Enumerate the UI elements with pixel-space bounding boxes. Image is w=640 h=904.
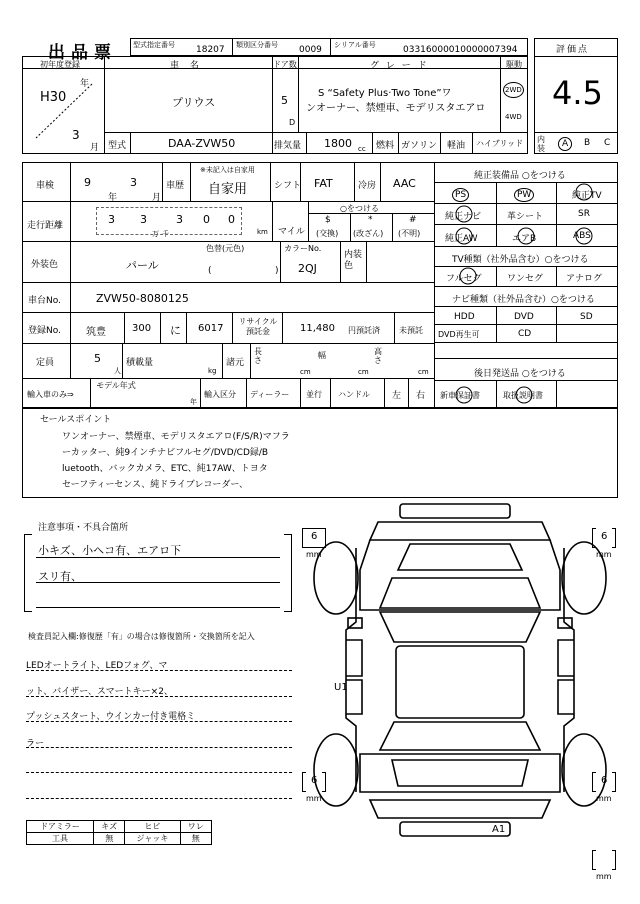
tread-fl: 6 [311, 531, 318, 542]
ship-circles [434, 380, 558, 408]
ship-title: 後日発送品 ○をつける [474, 369, 566, 379]
equip-tv: 純正TV [572, 191, 602, 201]
inspection-label: 車検 [36, 181, 55, 191]
tamper-bottom: (改ざん) [353, 229, 384, 238]
car-name-value: プリウス [172, 96, 216, 109]
class-label: 類別区分番号 [236, 41, 278, 49]
serial-label: シリアル番号 [334, 41, 376, 49]
tread-rl-unit: mm [306, 794, 322, 803]
capacity-value: 5 [94, 352, 101, 365]
ac-value: AAC [393, 177, 416, 190]
cd-label: CD [518, 329, 532, 339]
exch-top: $ [325, 215, 331, 225]
equip-navi: 純正ナビ [445, 212, 482, 222]
mileage-digit-4: 0 [203, 213, 210, 226]
car-diagram [300, 500, 620, 850]
equip-pw: PW [514, 188, 534, 202]
inspector-line-2: ット、バイザー、スマートキー×2、 [26, 687, 173, 697]
shift-label: シフト [274, 181, 302, 191]
unknown-bottom: (不明) [398, 229, 421, 238]
tread-rr-unit: mm [596, 794, 612, 803]
selling-line-2: ーカッター、純9インチナビフルセグ/DVD/CD録/B [62, 448, 269, 458]
shift-value: FAT [314, 177, 333, 190]
hgt-unit: cm [418, 368, 429, 376]
handle-label: ハンドル [338, 390, 370, 399]
navi-hdd: HDD [454, 312, 475, 322]
history-note: ※未記入は自家用 [200, 166, 255, 174]
model-year-unit: 年 [190, 398, 197, 406]
ft-h-scratch: キズ [94, 821, 125, 833]
ft-v-tool: 工具 [27, 833, 94, 845]
grade-line2: ンオーナー、禁煙車、モデリスタエアロ [306, 103, 486, 114]
tv-title: TV種類（社外品含む）○をつける [452, 255, 589, 265]
mileage-digit-1: 3 [108, 213, 115, 226]
model-spec-value: 18207 [196, 45, 225, 55]
fuel-light: 軽油 [447, 141, 466, 151]
mileage-label: 走行距離 [27, 221, 64, 231]
tv-full: フルセグ [446, 274, 482, 284]
recycle-not: 未預託 [399, 326, 423, 335]
navi-dvd: DVD [514, 312, 534, 322]
color-no-value: 2QJ [298, 262, 317, 275]
color-paren-open: ( [208, 266, 212, 276]
tread-fr: 6 [601, 531, 608, 542]
wid-label: 幅 [318, 351, 326, 360]
ship-manual: 取扱説明書 [503, 391, 543, 400]
month-unit: 月 [90, 143, 100, 153]
history-label: 車歴 [166, 181, 185, 191]
tread-fr-unit: mm [596, 550, 612, 559]
mileage-digit-5: 0 [228, 213, 235, 226]
sen-unit: 千 [162, 230, 169, 238]
fuel-gas: ガソリン [401, 141, 438, 151]
hgt-label: 高さ [374, 347, 382, 365]
inspector-title: 検査員記入欄:修復歴「有」の場合は修復箇所・交換箇所を記入 [28, 632, 255, 641]
wid-unit: cm [358, 368, 369, 376]
navi-title: ナビ種類（社外品含む）○をつける [452, 295, 595, 305]
capacity-label: 定員 [36, 358, 55, 368]
reg-num: 6017 [198, 323, 224, 334]
equip-title: 純正装備品 ○をつける [474, 171, 566, 181]
frame-label: 車台No. [28, 296, 61, 306]
class-value: 0009 [299, 45, 322, 55]
selling-line-3: luetooth、バックカメラ、ETC、純17AW、トヨタ [62, 464, 268, 474]
serial-value: 03316000010000007394 [403, 45, 518, 55]
model-spec-label: 型式指定番号 [133, 41, 175, 49]
grade-value: 4.5 [552, 74, 603, 112]
interior-b: B [584, 138, 591, 148]
reg-label: 登録No. [28, 326, 61, 336]
grade-col-label: グ レ ー ド [370, 61, 429, 71]
door-value: 5 [281, 94, 288, 107]
selling-points-title: セールスポイント [40, 415, 112, 425]
ft-h-mirror: ドアミラー [27, 821, 94, 833]
history-value: 自家用 [208, 182, 248, 197]
tv-analog: アナログ [566, 274, 603, 284]
footer-table [26, 820, 212, 845]
reg-class: 300 [132, 323, 152, 334]
door-sub: D [289, 118, 296, 127]
len-label: 長さ [254, 347, 262, 365]
equip-aw: 純正AW [445, 234, 478, 244]
load-label: 積載量 [126, 358, 154, 368]
equip-airbag: エアB [512, 234, 537, 244]
unknown-top: # [409, 215, 417, 225]
equip-leather: 革シート [507, 212, 544, 222]
tamper-top: * [368, 215, 373, 225]
drive-4wd: 4WD [505, 113, 522, 121]
color-no-label: カラーNo. [284, 244, 322, 253]
type-value: DAA-ZVW50 [168, 137, 236, 150]
ft-v-tool-val: 無 [94, 833, 125, 845]
equip-ps: PS [452, 188, 469, 202]
color-value: パール [126, 259, 159, 272]
color-paren-close: ) [275, 266, 279, 276]
orig-color-label: 色替(元色) [206, 244, 245, 253]
int-color-label: 内装色 [344, 250, 363, 271]
notes-title: 注意事項・不具合箇所 [38, 523, 129, 533]
load-unit: kg [208, 367, 217, 375]
disp-value: 1800 [324, 137, 352, 150]
door-label: ドア数 [273, 60, 297, 69]
inspection-m-unit: 月 [152, 193, 162, 203]
equip-circles [434, 182, 618, 246]
handle-left: 左 [392, 391, 402, 401]
reg-kana: に [170, 324, 181, 337]
color-label: 外装色 [31, 260, 59, 270]
interior-label: 内装 [537, 135, 545, 153]
recycle-label: リサイクル預託金 [238, 317, 278, 336]
recycle-unit: 円預託済 [348, 326, 380, 335]
tread-fl-unit: mm [306, 550, 322, 559]
parallel: 並行 [306, 390, 322, 399]
equip-sr: SR [578, 209, 590, 219]
capacity-unit: 人 [114, 367, 121, 375]
grade-label: 評価点 [556, 45, 590, 55]
page-title: 出品票 [48, 43, 117, 63]
interior-c: C [604, 138, 611, 148]
drive-2wd: 2WD [503, 82, 524, 98]
first-reg-divider [30, 76, 100, 146]
mile-label: マイル [278, 227, 305, 237]
mileage-digit-2: 3 [140, 213, 147, 226]
ft-v-jack-val: 無 [180, 833, 211, 845]
dvd-label: DVD再生可 [438, 330, 480, 339]
inspection-year: 9 [84, 176, 91, 189]
inspector-line-4: ラー [26, 739, 45, 749]
fuel-hybrid: ハイブリッド [476, 139, 524, 148]
drive-label: 駆動 [506, 60, 522, 69]
tread-spare-unit: mm [596, 872, 612, 881]
frame-value: ZVW50-8080125 [96, 292, 189, 305]
first-reg-label: 初年度登録 [40, 60, 80, 69]
inspection-y-unit: 年 [108, 193, 118, 203]
mileage-digit-3: 3 [176, 213, 183, 226]
selling-line-4: セーフティーセンス、純ドライブレコーダー、 [62, 480, 249, 490]
mark-a1: A1 [492, 824, 506, 835]
first-reg-year: H30 [40, 90, 67, 105]
notes-line-2: スリ有、 [38, 570, 82, 583]
ac-label: 冷房 [358, 181, 377, 191]
year-unit: 年 [80, 79, 90, 89]
interior-a: A [558, 137, 572, 151]
inspector-line-3: プッシュスタート、ウインカー付き電格ミ [26, 712, 196, 722]
inspection-month: 3 [130, 176, 137, 189]
ft-h-crack: ヒビ [125, 821, 180, 833]
disp-unit: cc [358, 145, 366, 153]
import-label: 輸入車のみ⇒ [27, 390, 74, 399]
import-type-label: 輸入区分 [204, 390, 236, 399]
first-reg-month: 3 [72, 128, 80, 142]
mark-u1: U1 [334, 682, 348, 693]
disp-label: 排気量 [274, 141, 302, 151]
attach-note: ○をつける [340, 204, 379, 213]
grade-line1: S “Safety Plus·Two Tone”ワ [318, 88, 452, 99]
equip-abs: ABS [573, 231, 591, 241]
car-name-label: 車 名 [170, 61, 203, 71]
notes-line-1: 小キズ、小ヘコ有、エアロ下 [38, 544, 182, 557]
tread-rl: 6 [311, 775, 318, 786]
inspector-line-1: LEDオートライト、LEDフォグ、マ [26, 661, 168, 671]
dealer: ディーラー [250, 390, 290, 399]
tread-rr: 6 [601, 775, 608, 786]
recycle-value: 11,480 [300, 323, 335, 334]
km-unit: km [257, 228, 268, 236]
tv-circle [434, 266, 494, 286]
tv-one: ワンセグ [507, 274, 544, 284]
ft-v-jack: ジャッキ [125, 833, 180, 845]
selling-line-1: ワンオーナー、禁煙車、モデリスタエアロ(F/S/R)マフラ [62, 432, 290, 442]
fuel-label: 燃料 [376, 141, 395, 151]
model-year-label: モデル年式 [96, 381, 136, 390]
exch-bottom: (交換) [316, 229, 339, 238]
ft-h-break: ワレ [180, 821, 211, 833]
ship-warranty: 新車保証書 [440, 391, 480, 400]
len-unit: cm [300, 368, 311, 376]
man-unit: 万 [152, 230, 159, 238]
reg-area: 筑豊 [86, 327, 106, 338]
type-label: 型式 [108, 141, 127, 151]
navi-sd: SD [580, 312, 593, 322]
dims-label: 諸元 [226, 358, 245, 368]
handle-right: 右 [416, 391, 426, 401]
